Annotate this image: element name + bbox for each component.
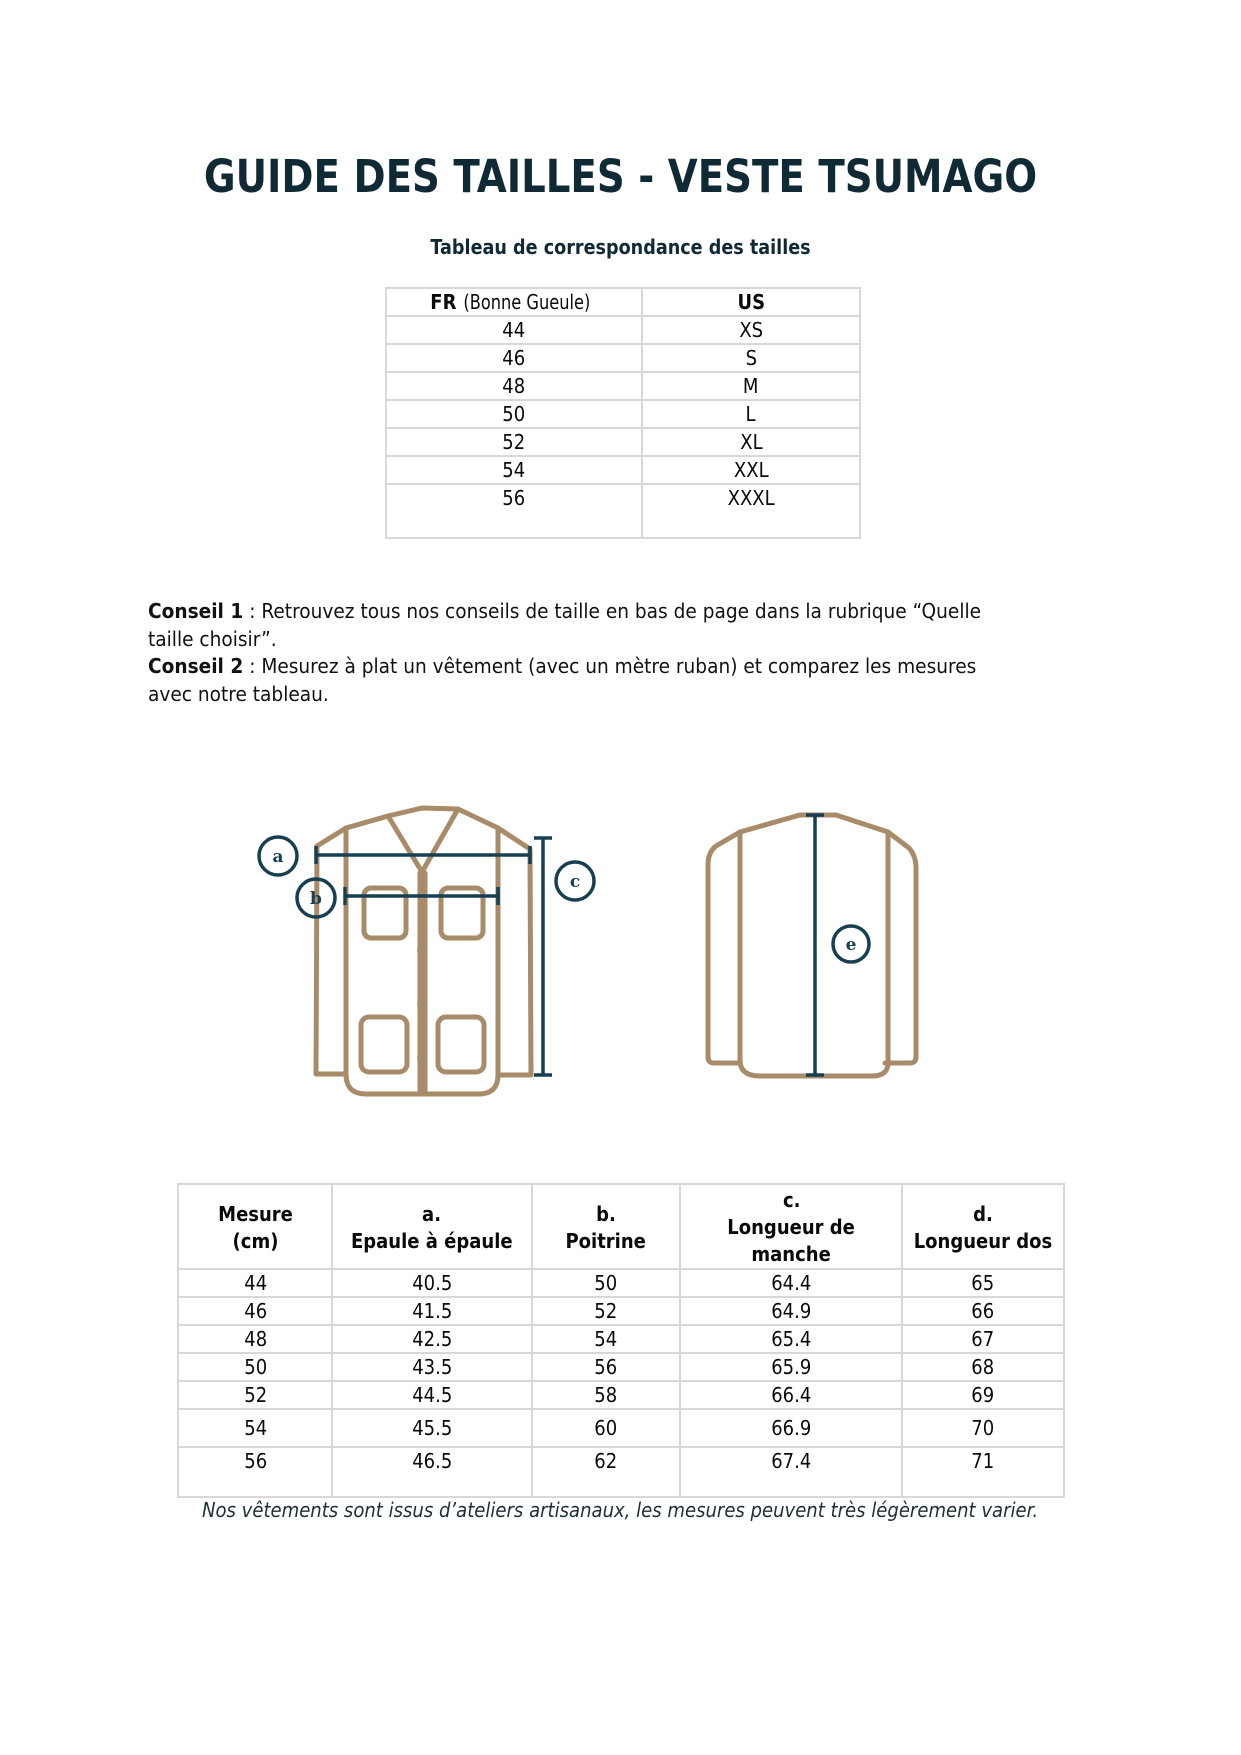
us-size: L [642, 400, 860, 428]
cell: 45.5 [332, 1409, 531, 1447]
fr-size: 48 [386, 372, 642, 400]
us-size: XL [642, 428, 860, 456]
table-row [178, 1325, 1064, 1353]
button-icon [417, 945, 427, 955]
cell: 46.5 [332, 1447, 531, 1497]
sizing-tips [148, 598, 1017, 708]
cell: 56 [532, 1353, 681, 1381]
cell: 60 [532, 1409, 681, 1447]
us-size: S [642, 344, 860, 372]
table-row [178, 1381, 1064, 1409]
cell: 62 [532, 1447, 681, 1497]
tip-label: Conseil 1 [148, 599, 244, 623]
table-row [386, 344, 860, 372]
tip-2 [148, 653, 1017, 708]
cell: 65.9 [680, 1353, 902, 1381]
header-cell: a. Epaule à épaule [332, 1184, 531, 1269]
us-size: XXL [642, 456, 860, 484]
tip-text: : Retrouvez tous nos conseils de taille en bas de page dans la rubrique “Quelle taille choisir”. [148, 599, 982, 651]
table-row [386, 372, 860, 400]
table-header-row [386, 288, 860, 316]
table-row [178, 1269, 1064, 1297]
label-a: a [272, 847, 284, 867]
cell: 56 [178, 1447, 332, 1497]
table-header-row [178, 1184, 1064, 1269]
cell: 54 [178, 1409, 332, 1447]
fr-size: 56 [386, 484, 642, 538]
table-row [386, 428, 860, 456]
page-title: GUIDE DES TAILLES - VESTE TSUMAGO [203, 150, 1038, 203]
table-row [386, 484, 860, 538]
header-us: US [642, 288, 860, 316]
cell: 69 [902, 1381, 1064, 1409]
table-row [386, 400, 860, 428]
header-fr: FR(Bonne Gueule) [386, 288, 642, 316]
front-right-sleeve [498, 828, 531, 1075]
cell: 52 [178, 1381, 332, 1409]
cell: 65 [902, 1269, 1064, 1297]
back-left-sleeve [708, 832, 740, 1063]
cell: 70 [902, 1409, 1064, 1447]
cell: 67.4 [680, 1447, 902, 1497]
front-collar [388, 809, 458, 872]
table-row [178, 1447, 1064, 1497]
cell: 48 [178, 1325, 332, 1353]
jacket-back-illustration [708, 815, 916, 1076]
cell: 52 [532, 1297, 681, 1325]
fr-size: 50 [386, 400, 642, 428]
cell: 64.9 [680, 1297, 902, 1325]
jacket-measurement-diagram [0, 790, 1241, 1120]
fr-size: 54 [386, 456, 642, 484]
table-row [386, 456, 860, 484]
cell: 67 [902, 1325, 1064, 1353]
cell: 50 [178, 1353, 332, 1381]
cell: 66.9 [680, 1409, 902, 1447]
cell: 65.4 [680, 1325, 902, 1353]
button-icon [417, 999, 427, 1009]
cell: 46 [178, 1297, 332, 1325]
front-left-sleeve [316, 828, 346, 1074]
us-size: M [642, 372, 860, 400]
cell: 44.5 [332, 1381, 531, 1409]
cell: 68 [902, 1353, 1064, 1381]
cell: 54 [532, 1325, 681, 1353]
cell: 50 [532, 1269, 681, 1297]
cell: 43.5 [332, 1353, 531, 1381]
cell: 58 [532, 1381, 681, 1409]
header-cell: d. Longueur dos [902, 1184, 1064, 1269]
cell: 40.5 [332, 1269, 531, 1297]
tip-label: Conseil 2 [148, 654, 244, 678]
table-row [178, 1353, 1064, 1381]
fr-size: 46 [386, 344, 642, 372]
us-size: XXXL [642, 484, 860, 538]
footer-note: Nos vêtements sont issus d’ateliers artisanaux, les mesures peuvent très légèrement varier. [202, 1498, 1039, 1522]
table-row [178, 1409, 1064, 1447]
cell: 41.5 [332, 1297, 531, 1325]
size-correspondence-table [385, 287, 861, 539]
cell: 64.4 [680, 1269, 902, 1297]
button-icon [417, 1053, 427, 1063]
tip-1 [148, 598, 1017, 653]
cell: 71 [902, 1447, 1064, 1497]
pocket [438, 1017, 484, 1072]
table-row [386, 316, 860, 344]
tip-text: : Mesurez à plat un vêtement (avec un mètre ruban) et comparez les mesures avec notre tableau. [148, 654, 977, 706]
cell: 44 [178, 1269, 332, 1297]
cell: 66.4 [680, 1381, 902, 1409]
label-b: b [310, 889, 322, 909]
measurements-table [177, 1183, 1065, 1498]
fr-size: 52 [386, 428, 642, 456]
label-e: e [845, 935, 857, 955]
pocket [361, 1017, 407, 1072]
cell: 42.5 [332, 1325, 531, 1353]
us-size: XS [642, 316, 860, 344]
fr-size: 44 [386, 316, 642, 344]
correspondence-table-caption: Tableau de correspondance des tailles [430, 235, 811, 259]
header-cell: c. Longueur de manche [680, 1184, 902, 1269]
header-cell: b. Poitrine [532, 1184, 681, 1269]
header-cell: Mesure (cm) [178, 1184, 332, 1269]
label-c: c [569, 872, 581, 892]
table-row [178, 1297, 1064, 1325]
cell: 66 [902, 1297, 1064, 1325]
